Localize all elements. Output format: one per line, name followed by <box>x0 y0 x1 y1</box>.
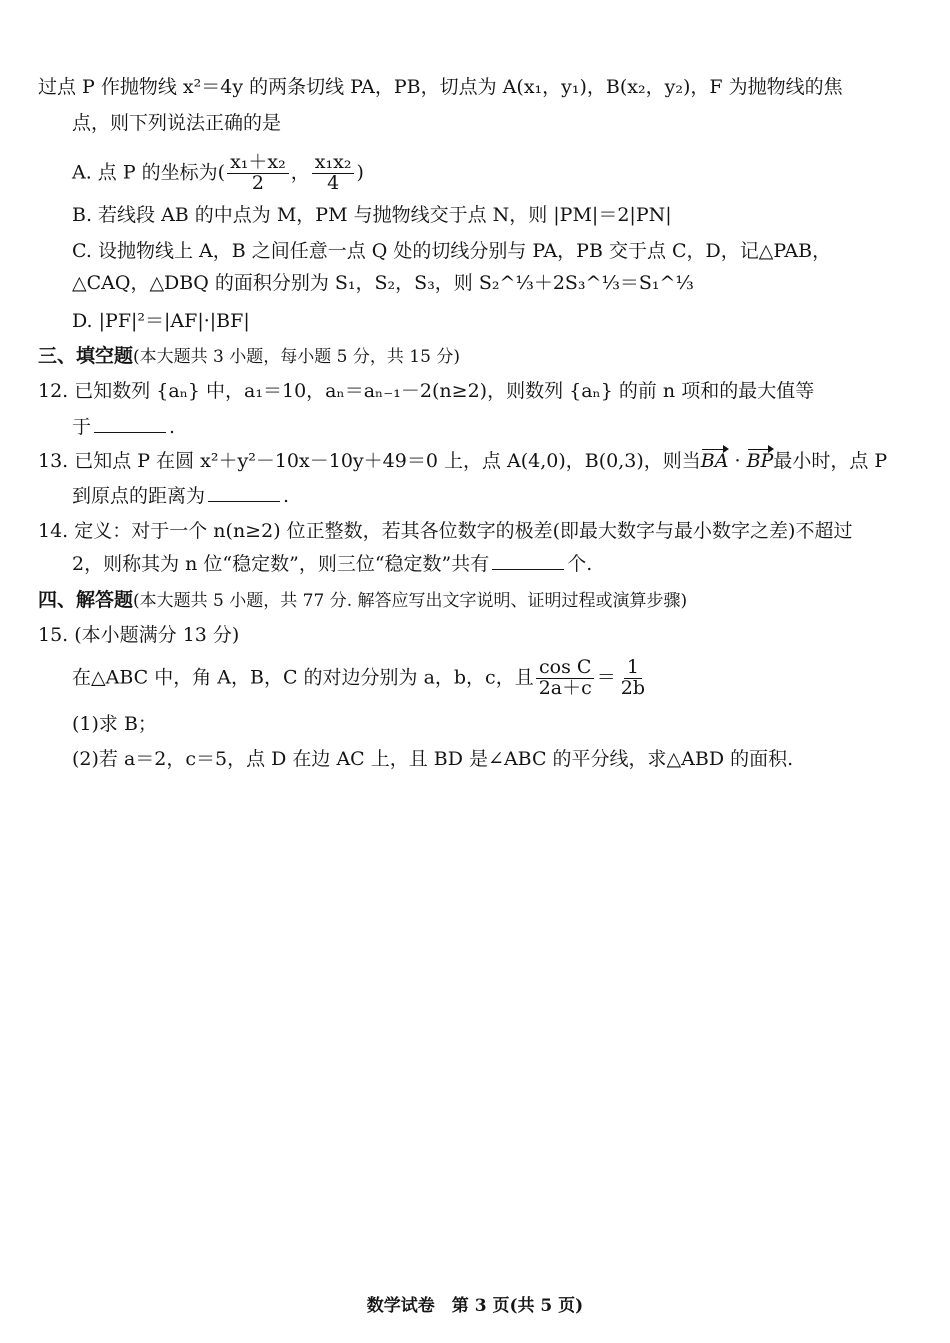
q12-line1: 12. 已知数列 {aₙ} 中，a₁＝10，aₙ＝aₙ₋₁－2(n≥2)，则数列 {aₙ} 的前 n 项和的最大值等 <box>38 380 815 402</box>
fraction: $\frac{\text{cos C}}{2a+c}$ <box>536 658 595 699</box>
q13-line1: 13. 已知点 P 在圆 x²＋y²－10x－10y＋49＝0 上，点 A(4,0)，B(0,3)，则当BA · BP最小时，点 P <box>38 450 888 472</box>
q11-option-a: A. 点 P 的坐标为( $\frac{\text{x₁＋x₂}}{2}$ ， $\frac{\text{x₁x₂}}{4}$ ) <box>72 151 364 194</box>
q11-stem-line2: 点，则下列说法正确的是 <box>72 112 282 134</box>
q12-line2: 于 . <box>72 416 176 438</box>
q11-stem-1: 过点 P 作抛物线 x²＝4y 的两条切线 PA，PB，切点为 A(x₁，y₁)，B(x₂，y₂)，F 为抛物线的焦 <box>38 76 843 98</box>
section-4-heading: 四、解答题(本大题共 5 小题，共 77 分. 解答应写出文字说明、证明过程或演算步骤) <box>38 589 688 611</box>
q11-option-c-line1: C. 设抛物线上 A，B 之间任意一点 Q 处的切线分别与 PA，PB 交于点 C，D，记△PAB， <box>72 240 832 262</box>
q11-option-c-line2: △CAQ，△DBQ 的面积分别为 S₁，S₂，S₃，则 S₂^⅓＋2S₃^⅓＝S₁^⅓ <box>72 272 694 294</box>
q11-stem-line1 <box>38 76 910 100</box>
answer-blank[interactable] <box>94 416 166 433</box>
q15-part1: (1)求 B； <box>72 713 157 735</box>
q15-part2: (2)若 a＝2，c＝5，点 D 在边 AC 上，且 BD 是∠ABC 的平分线，求△ABD 的面积. <box>72 748 794 770</box>
q15-stem: 在△ABC 中，角 A，B，C 的对边分别为 a，b，c，且 $\frac{\text{cos C}}{2a+c}$ ＝ $\frac{1}{2b}$ <box>72 658 910 699</box>
fraction: $\frac{\text{x₁x₂}}{4}$ <box>312 153 355 194</box>
page-footer: 数学试卷 第 3 页(共 5 页) <box>366 1296 584 1316</box>
section-3-heading: 三、填空题(本大题共 3 小题，每小题 5 分，共 15 分) <box>38 345 460 367</box>
q13-line2: 到原点的距离为 . <box>72 485 290 507</box>
q11-option-d: D. |PF|²＝|AF|·|BF| <box>72 310 250 332</box>
q14-line1: 14. 定义：对于一个 n(n≥2) 位正整数，若其各位数字的极差(即最大数字与最小数字之差)不超过 <box>38 520 853 542</box>
q14-line2: 2，则称其为 n 位“稳定数”，则三位“稳定数”共有 个. <box>72 553 593 575</box>
q11-option-b: B. 若线段 AB 的中点为 M，PM 与抛物线交于点 N，则 |PM|＝2|PN| <box>72 204 672 226</box>
q15-header: 15. (本小题满分 13 分) <box>38 624 240 646</box>
answer-blank[interactable] <box>208 485 280 502</box>
fraction: $\frac{\text{x₁＋x₂}}{2}$ <box>227 153 289 194</box>
fraction: $\frac{1}{2b}$ <box>620 656 646 699</box>
vector-bp: BP <box>746 450 774 472</box>
answer-blank[interactable] <box>492 553 564 570</box>
vector-ba: BA <box>700 450 729 472</box>
